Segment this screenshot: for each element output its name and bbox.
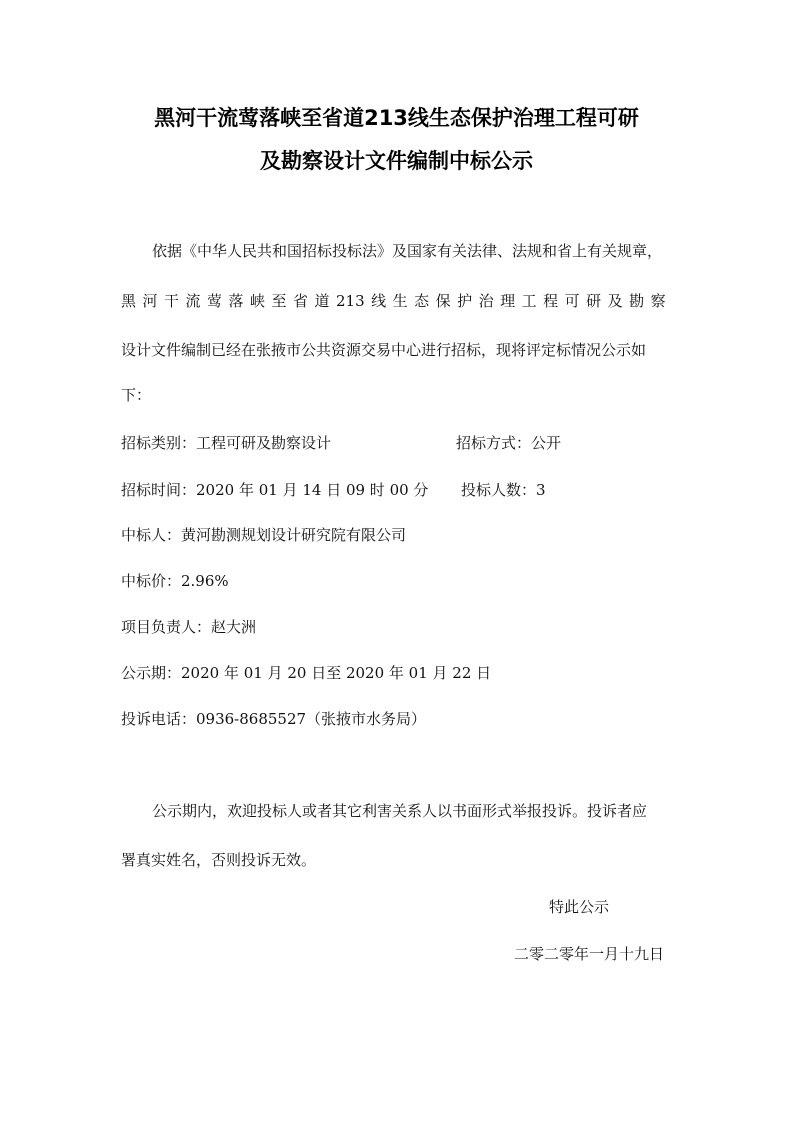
field-bid-time: 招标时间：2020 年 01 月 14 日 09 时 00 分 (121, 481, 429, 499)
intro-line-2-char: 程 (543, 292, 559, 310)
intro-line-2-char: 至 (271, 292, 287, 310)
intro-line-2-char: 线 (371, 292, 387, 310)
intro-line-2-char: 莺 (207, 292, 223, 310)
document-title-line-2: 及勘察设计文件编制中标公示 (260, 149, 533, 173)
intro-line-2-char: 可 (564, 292, 580, 310)
intro-line-2-char: 生 (392, 292, 408, 310)
intro-line-2-char: 落 (228, 292, 244, 310)
field-bid-method: 招标方式：公开 (456, 434, 562, 452)
intro-line-2-char: 峡 (250, 292, 266, 310)
intro-line-2-char: 研 (586, 292, 602, 310)
closing-line-2: 署真实姓名，否则投诉无效。 (121, 851, 317, 869)
intro-line-4: 下： (121, 386, 152, 404)
intro-line-2-char: 态 (414, 292, 430, 310)
document-title-line-1: 黑河干流莺落峡至省道213线生态保护治理工程可研 (154, 106, 639, 130)
intro-line-2-char: 河 (142, 292, 158, 310)
intro-line-2-char: 护 (457, 292, 473, 310)
intro-line-2-char: 道 (314, 292, 330, 310)
intro-line-2-char: 省 (293, 292, 309, 310)
field-winner: 中标人：黄河勘测规划设计研究院有限公司 (121, 526, 407, 544)
intro-line-2-char: 察 (650, 292, 666, 310)
intro-line-2-char: 213 (336, 292, 365, 310)
intro-line-3: 设计文件编制已经在张掖市公共资源交易中心进行招标，现将评定标情况公示如 (121, 341, 647, 359)
intro-line-2-char: 流 (185, 292, 201, 310)
closing-date: 二零二零年一月十九日 (514, 945, 665, 963)
intro-line-2-char: 黑 (121, 292, 137, 310)
intro-line-2-char: 干 (164, 292, 180, 310)
field-bidder-count: 投标人数：3 (461, 481, 546, 499)
intro-line-2-char: 保 (435, 292, 451, 310)
closing-sign: 特此公示 (549, 898, 610, 916)
field-bid-category: 招标类别：工程可研及勘察设计 (121, 434, 332, 452)
intro-line-2-char: 勘 (629, 292, 645, 310)
intro-line-1: 依据《中华人民共和国招标投标法》及国家有关法律、法规和省上有关规章， (152, 242, 663, 260)
field-project-lead: 项目负责人：赵大洲 (121, 618, 257, 636)
intro-line-2 (121, 291, 666, 311)
field-complaint-phone: 投诉电话：0936-8685527（张掖市水务局） (121, 710, 427, 728)
intro-line-2-char: 及 (607, 292, 623, 310)
field-winning-price: 中标价：2.96% (121, 572, 229, 590)
closing-line-1: 公示期内，欢迎投标人或者其它利害关系人以书面形式举报投诉。投诉者应 (152, 802, 648, 820)
intro-line-2-char: 治 (478, 292, 494, 310)
intro-line-2-char: 工 (521, 292, 537, 310)
field-notice-period: 公示期：2020 年 01 月 20 日至 2020 年 01 月 22 日 (121, 664, 492, 682)
intro-line-2-char: 理 (500, 292, 516, 310)
